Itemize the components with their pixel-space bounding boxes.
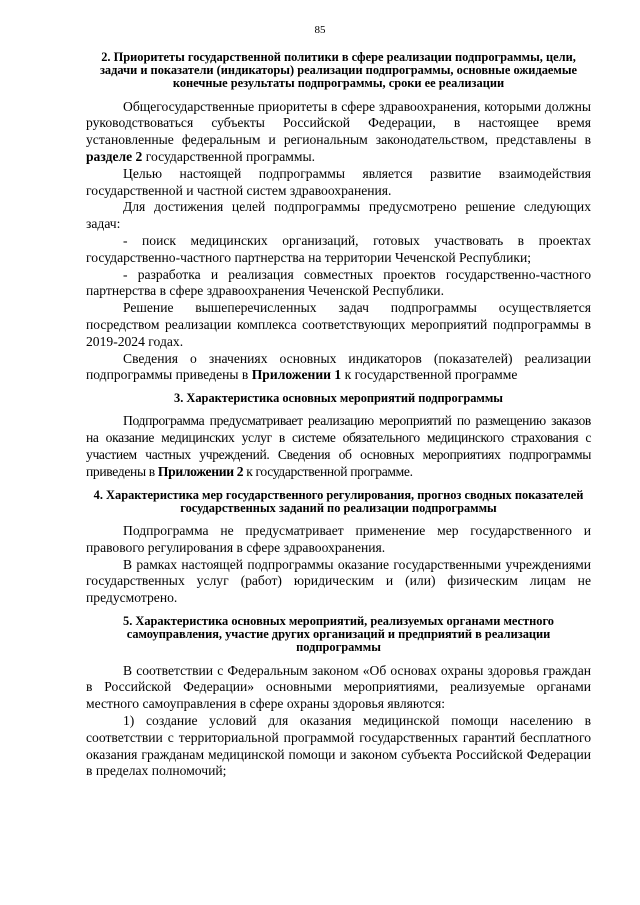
section-4-heading: 4. Характеристика мер государственного регулирования, прогноз сводных показателей государственных заданий по реализации подпрограммы [93,487,584,515]
section-3-paragraph-1: Подпрограмма предусматривает реализацию мероприятий по размещению заказов на оказание медицинских услуг в системе обязательного медицинского страхования с участием частных учреждений. Сведения об основных мероприятиях подпрограммы приведены в Приложении 2 к государственной программе. [86,413,591,479]
section-4 [86,489,591,607]
section-2-heading: 2. Приоритеты государственной политики в сфере реализации подпрограммы, цели, задачи и показатели (индикаторы) реализации подпрограммы, основные ожидаемые конечные результаты подпрограммы, сроки ее реализации [99,50,578,91]
appendix-reference: Приложении 1 [251,367,342,383]
section-4-paragraph-1: Подпрограмма не предусматривает применение мер государственного и правового регулирования в сфере здравоохранения. [86,522,591,555]
task-list-item-1: - поиск медицинских организаций, готовых участвовать в проектах государственно-частного партнерства на территории Чеченской Республики; [86,232,591,265]
task-list-item-2: - разработка и реализация совместных проектов государственно-частного партнерства в сфере здравоохранения Чеченской Республики. [86,266,591,299]
section-2 [86,51,591,384]
section-3-heading: 3. Характеристика основных мероприятий подпрограммы [174,391,503,406]
page-number: 85 [314,24,326,36]
section-reference: разделе 2 [86,149,143,164]
section-2-paragraph-1: Общегосударственные приоритеты в сфере здравоохранения, которыми должны руководствоваться субъекты Российской Федерации, в настоящее время установленные федеральным и региональным законодательством, представлены в разделе 2 государственной программы. [86,98,591,164]
section-2-paragraph-4: Решение вышеперечисленных задач подпрограммы осуществляется посредством реализации комплекса соответствующих мероприятий подпрограммы в 2019-2024 годах. [86,300,591,349]
page-content [86,51,591,780]
section-5-paragraph-2: 1) создание условий для оказания медицинской помощи населению в соответствии с территориальной программой государственных гарантий бесплатного оказания гражданам медицинской помощи и законом субъекта Российской Федерации в пределах полномочий; [86,712,591,779]
section-4-paragraph-2: В рамках настоящей подпрограммы оказание государственными учреждениями государственных услуг (работ) юридическим и (или) физическим лицам не предусмотрено. [86,556,591,606]
section-5-paragraph-1: В соответствии с Федеральным законом «Об основах охраны здоровья граждан в Российской Федерации» основными мероприятиями, реализуемые органами местного самоуправления в сфере охраны здоровья являются: [86,662,591,712]
section-5-heading: 5. Характеристика основных мероприятий, реализуемых органами местного самоуправления, участие других организаций и предприятий в реализации подпрограммы [123,613,554,655]
section-3 [86,392,591,480]
section-2-paragraph-3: Для достижения целей подпрограммы предусмотрено решение следующих задач: [86,199,591,232]
section-5 [86,615,591,780]
section-2-paragraph-5: Сведения о значениях основных индикаторов (показателей) реализации подпрограммы приведены в Приложении 1 к государственной программе [86,350,591,383]
appendix-reference: Приложении 2 [157,463,244,479]
section-2-paragraph-2: Целью настоящей подпрограммы является развитие взаимодействия государственной и частной систем здравоохранения. [86,165,591,198]
